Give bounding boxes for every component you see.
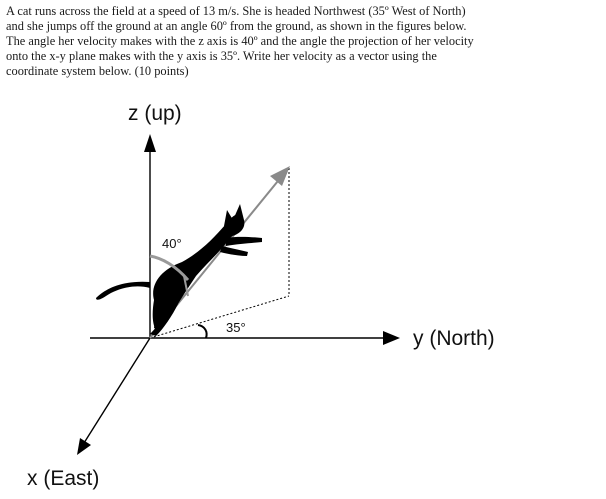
y-angle-arc	[198, 325, 207, 338]
x-axis	[77, 338, 150, 455]
x-axis-label: x (East)	[27, 467, 100, 490]
problem-line-2: and she jumps off the ground at an angle 60º from the ground, as shown in the figures below.	[6, 19, 467, 33]
y-axis-label: y (North)	[413, 327, 495, 350]
y-angle-label: 35°	[226, 320, 246, 335]
z-angle-label: 40°	[162, 236, 182, 251]
problem-line-5: coordinate system below. (10 points)	[6, 64, 189, 78]
problem-line-4: onto the x-y plane makes with the y axis is 35º. Write her velocity as a vector using the	[6, 49, 437, 63]
problem-line-1: A cat runs across the field at a speed of 13 m/s. She is headed Northwest (35º West of North)	[6, 4, 466, 18]
z-axis-label: z (up)	[128, 102, 182, 125]
problem-line-3: The angle her velocity makes with the z axis is 40º and the angle the projection of her velocity	[6, 34, 474, 48]
